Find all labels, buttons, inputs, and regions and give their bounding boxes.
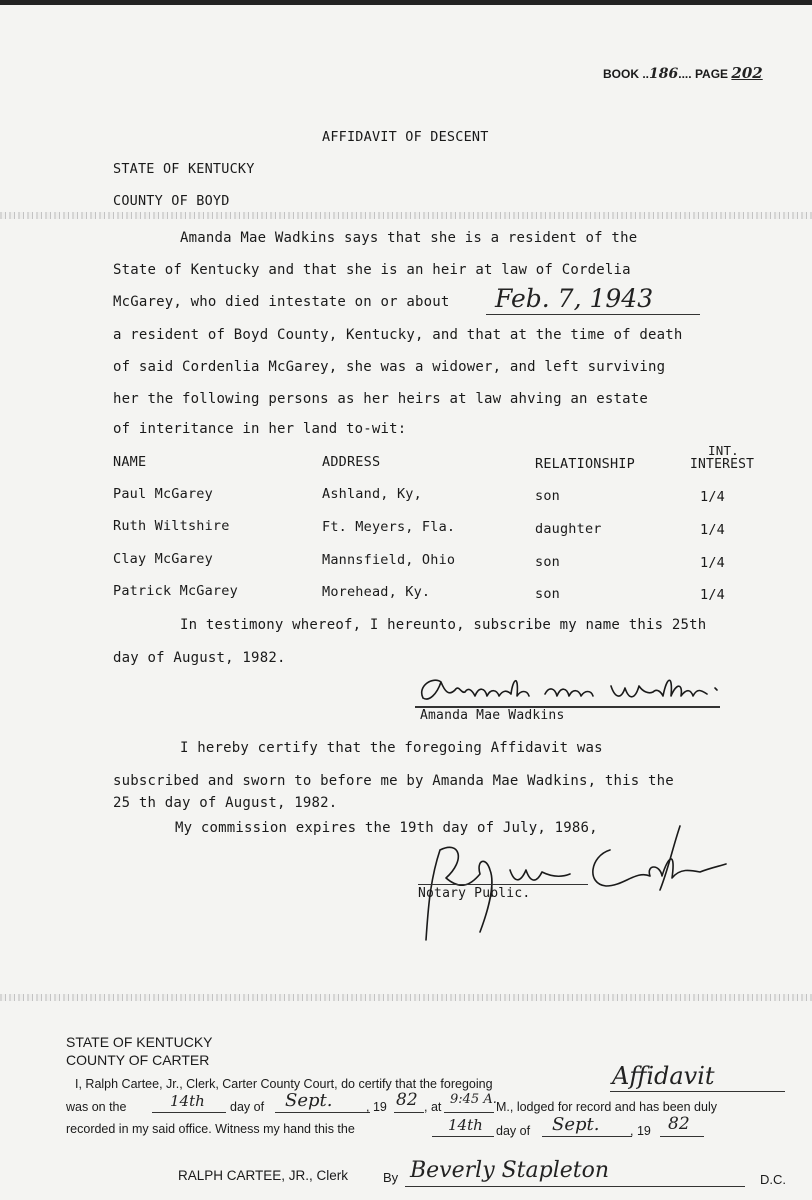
recording-text: , 19 [630, 1124, 651, 1138]
testimony-line: day of August, 1982. [113, 650, 286, 666]
affiant-printed-name: Amanda Mae Wadkins [420, 708, 565, 723]
recorded-time: 9:45 A. [450, 1092, 497, 1107]
certification-line: 25 th day of August, 1982. [113, 795, 338, 811]
fill-line [542, 1136, 632, 1137]
fill-line [610, 1091, 785, 1092]
recording-county: COUNTY OF CARTER [66, 1052, 210, 1068]
column-header-interest-top: INT. [708, 443, 739, 458]
paragraph-line: Amanda Mae Wadkins says that she is a resident of the [180, 230, 638, 246]
book-page-reference: BOOK ..186.... PAGE 202 [603, 64, 763, 82]
paragraph-line: a resident of Boyd County, Kentucky, and that at the time of death [113, 327, 683, 343]
fill-line [275, 1112, 370, 1113]
column-header-address: ADDRESS [322, 454, 381, 470]
recorded-day: 14th [170, 1092, 205, 1110]
deputy-clerk-label: D.C. [760, 1172, 786, 1187]
recording-text: , 19 [366, 1100, 387, 1114]
state-heading: STATE OF KENTUCKY [113, 161, 255, 177]
heir-interest: 1/4 [700, 489, 725, 505]
witness-day: 14th [448, 1116, 483, 1134]
certification-line: I hereby certify that the foregoing Affidavit was [180, 740, 603, 756]
heir-relationship: son [535, 554, 560, 570]
deputy-clerk-signature: Beverly Stapleton [410, 1158, 610, 1183]
notary-label: Notary Public. [418, 886, 531, 901]
paragraph-line: of interitance in her land to-wit: [113, 421, 407, 437]
heir-name: Ruth Wiltshire [113, 518, 230, 534]
heir-address: Ft. Meyers, Fla. [322, 519, 456, 535]
heir-name: Patrick McGarey [113, 583, 238, 599]
paragraph-line: her the following persons as her heirs at law ahving an estate [113, 391, 648, 407]
heir-address: Mannsfield, Ohio [322, 552, 456, 568]
heir-relationship: son [535, 488, 560, 504]
notary-signature [410, 820, 730, 950]
heir-name: Paul McGarey [113, 486, 213, 502]
heir-relationship: daughter [535, 521, 602, 537]
witness-month: Sept. [552, 1114, 600, 1135]
fill-line [405, 1186, 745, 1187]
column-header-name: NAME [113, 454, 147, 470]
recording-text: I, Ralph Cartee, Jr., Clerk, Carter County Court, do certify that the foregoing [75, 1077, 493, 1091]
recording-text: day of [496, 1124, 531, 1138]
paragraph-line: McGarey, who died intestate on or about [113, 294, 450, 310]
heir-address: Morehead, Ky. [322, 584, 431, 600]
witness-year: 82 [668, 1114, 690, 1134]
recorded-year: 82 [396, 1090, 418, 1110]
fill-line [432, 1136, 494, 1137]
commission-line: My commission expires the 19th day of July, 1986, [175, 820, 598, 836]
fill-line [444, 1112, 494, 1113]
certification-line: subscribed and sworn to before me by Amanda Mae Wadkins, this the [113, 773, 674, 789]
heir-interest: 1/4 [700, 587, 725, 603]
heir-interest: 1/4 [700, 522, 725, 538]
recording-text: recorded in my said office. Witness my hand this the [66, 1122, 355, 1136]
document-title: AFFIDAVIT OF DESCENT [322, 129, 489, 145]
by-label: By [383, 1170, 399, 1185]
recorded-month: Sept. [285, 1090, 333, 1111]
page-label: PAGE [694, 67, 729, 81]
recording-state: STATE OF KENTUCKY [66, 1034, 213, 1050]
heir-interest: 1/4 [700, 555, 725, 571]
recording-text: , at [424, 1100, 442, 1114]
fill-line [394, 1112, 424, 1113]
scan-noise-band [0, 212, 812, 219]
book-label: BOOK .. [603, 67, 650, 81]
recording-line [75, 1077, 493, 1091]
death-date-handwritten: Feb. 7, 1943 [495, 284, 654, 313]
notary-line [418, 884, 588, 885]
recording-line [66, 1122, 355, 1136]
recording-text: M., lodged for record and has been duly [496, 1100, 717, 1114]
book-number: 186 [649, 66, 679, 82]
scan-noise-band [0, 994, 812, 1001]
scan-edge [0, 0, 812, 5]
county-heading: COUNTY OF BOYD [113, 193, 230, 209]
fill-line [660, 1136, 704, 1137]
recording-text: was on the [66, 1100, 127, 1114]
date-underline [486, 314, 700, 315]
paragraph-line: State of Kentucky and that she is an heir at law of Cordelia [113, 262, 631, 278]
recording-text: day of [230, 1100, 265, 1114]
heir-relationship: son [535, 586, 560, 602]
heir-name: Clay McGarey [113, 551, 213, 567]
heir-address: Ashland, Ky, [322, 486, 422, 502]
column-header-relationship: RELATIONSHIP [535, 456, 635, 472]
paragraph-line: of said Cordenlia McGarey, she was a widower, and left surviving [113, 359, 666, 375]
page-number: 202 [731, 64, 763, 82]
column-header-interest: INTEREST [690, 457, 755, 472]
fill-line [152, 1112, 226, 1113]
recorded-document-type: Affidavit [612, 1062, 715, 1090]
recording-line [66, 1100, 126, 1114]
clerk-name: RALPH CARTEE, JR., Clerk [178, 1168, 349, 1183]
testimony-line: In testimony whereof, I hereunto, subscribe my name this 25th [180, 617, 707, 633]
